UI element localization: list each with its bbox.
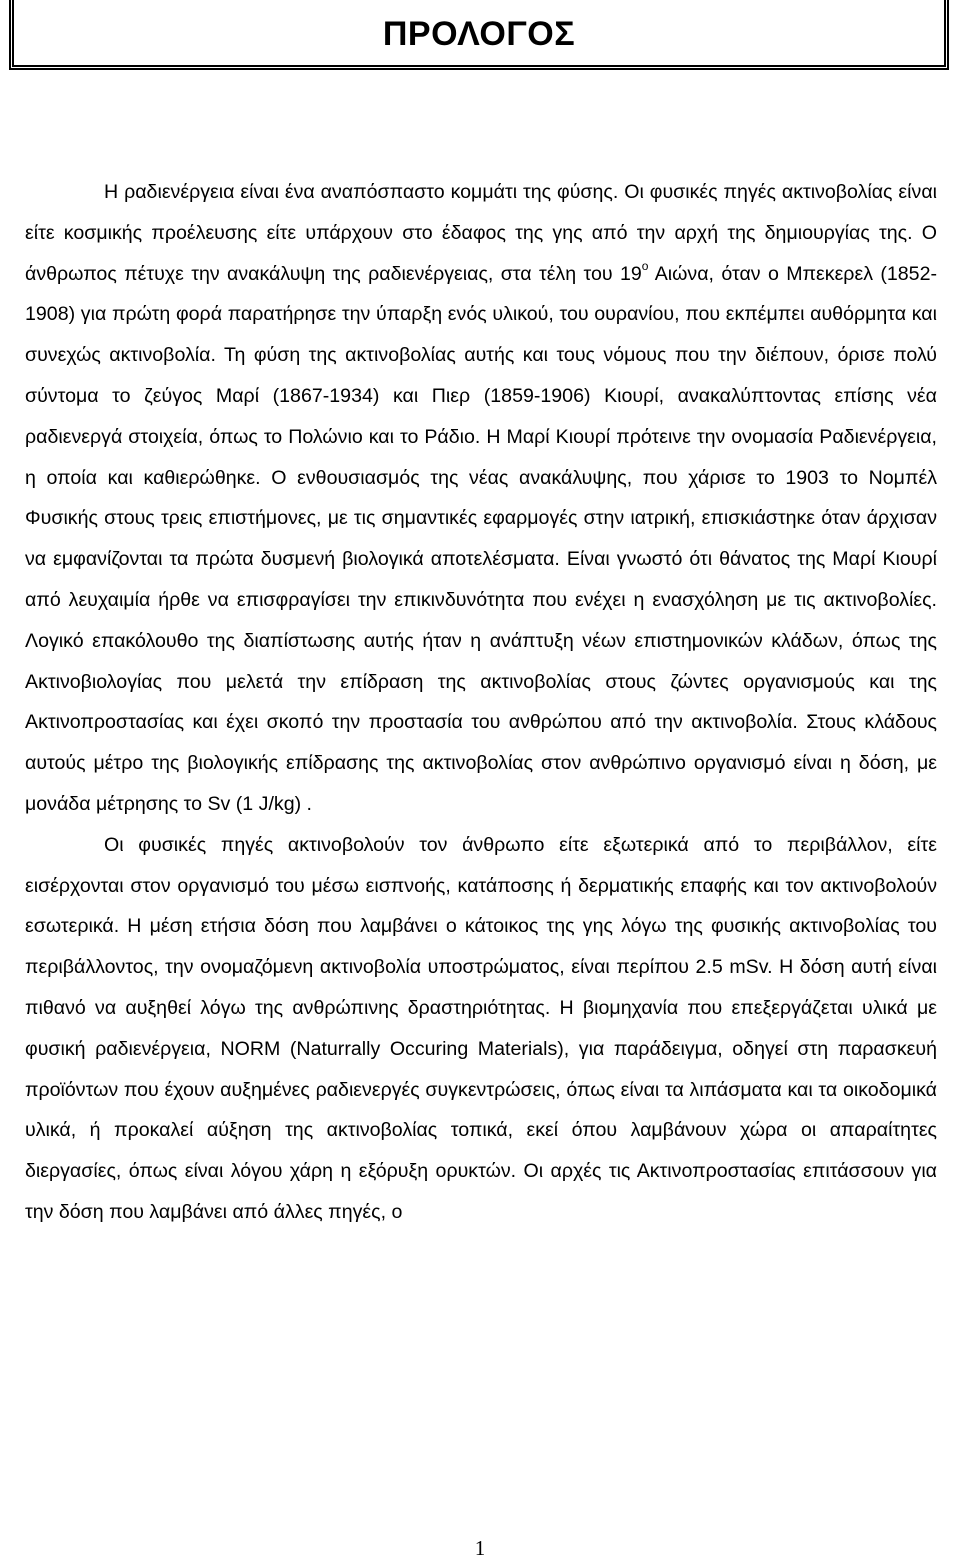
paragraph-1-text-a: Η ραδιενέργεια είναι ένα αναπόσπαστο κομμάτι της φύσης. Οι φυσικές πηγές ακτινοβολίας είναι είτε κοσμικής προέλευσης είτε υπάρχουν στο έδαφος της γης από την αρχή της δημιουργίας της. Ο άνθρωπος πέτυχε την ανακάλυψη της ραδιενέργειας, στα τέλη του 19 xyxy=(25,181,937,285)
title-box xyxy=(9,0,949,70)
superscript-ordinal: ο xyxy=(641,259,649,274)
paragraph-1 xyxy=(25,172,937,825)
paragraph-2: Οι φυσικές πηγές ακτινοβολούν τον άνθρωπο είτε εξωτερικά από το περιβάλλον, είτε εισέρχονται στον οργανισμό του μέσω εισπνοής, κατάποσης ή δερματικής επαφής και τον ακτινοβολούν εσωτερικά. Η μέση ετήσια δόση που λαμβάνει ο κάτοικος της γης λόγω της φυσικής ακτινοβολίας του περιβάλλοντος, την ονομαζόμενη ακτινοβολία υποστρώματος, είναι περίπου 2.5 mSv. Η δόση αυτή είναι πιθανό να αυξηθεί λόγω της ανθρώπινης δραστηριότητας. Η βιομηχανία που επεξεργάζεται υλικά με φυσική ραδιενέργεια, NORM (Naturrally Occuring Materials), για παράδειγμα, οδηγεί στη παρασκευή προϊόντων που έχουν αυξημένες ραδιενεργές συγκεντρώσεις, όπως είναι τα λιπάσματα και τα οικοδομικά υλικά, ή προκαλεί αύξηση της ακτινοβολίας τοπικά, εκεί όπου λαμβάνουν χώρα οι απαραίτητες διεργασίες, όπως είναι λόγου χάρη η εξόρυξη ορυκτών. Οι αρχές τις Ακτινοπροστασίας επιτάσσουν για την δόση που λαμβάνει από άλλες πηγές, ο xyxy=(25,833,937,1223)
body-text xyxy=(25,172,937,1233)
page-number: 1 xyxy=(474,1536,486,1560)
paragraph-1-text-b: Αιώνα, όταν ο Μπεκερελ (1852-1908) για πρώτη φορά παρατήρησε την ύπαρξη ενός υλικού, του ουρανίου, που εκπέμπει αυθόρμητα και συνεχώς ακτινοβολία. Τη φύση της ακτινοβολίας αυτής και τους νόμους που την διέπουν, όρισε πολύ σύντομα το ζεύγος Μαρί (1867-1934) και Πιερ (1859-1906) Κιουρί, ανακαλύπτοντας επίσης νέα ραδιενεργά στοιχεία, όπως το Πολώνιο και το Ράδιο. Η Μαρί Κιουρί πρότεινε την ονομασία Ραδιενέργεια, η οποία και καθιερώθηκε. Ο ενθουσιασμός της νέας ανακάλυψης, που χάρισε το 1903 το Νομπέλ Φυσικής στους τρεις επιστήμονες, με τις σημαντικές εφαρμογές στην ιατρική, επισκιάστηκε όταν άρχισαν να εμφανίζονται τα πρώτα δυσμενή βιολογικά αποτελέσματα. Είναι γνωστό ότι θάνατος της Μαρί Κιουρί από λευχαιμία ήρθε να επισφραγίσει την επικινδυνότητα που ενέχει η ενασχόληση με τις ακτινοβολίες. Λογικό επακόλουθο της διαπίστωσης αυτής ήταν η ανάπτυξη νέων επιστημονικών κλάδων, όπως της Ακτινοβιολογίας που μελετά την επίδραση της ακτινοβολίας στους ζώντες οργανισμούς και της Ακτινοπροστασίας και έχει σκοπό την προστασία του ανθρώπου από την ακτινοβολία. Στους κλάδους αυτούς μέτρο της βιολογικής επίδρασης της ακτινοβολίας στον ανθρώπινο οργανισμό είναι η δόση, με μονάδα μέτρησης το Sv (1 J/kg) . xyxy=(25,262,937,815)
page-title: ΠΡΟΛΟΓΟΣ xyxy=(382,14,576,53)
